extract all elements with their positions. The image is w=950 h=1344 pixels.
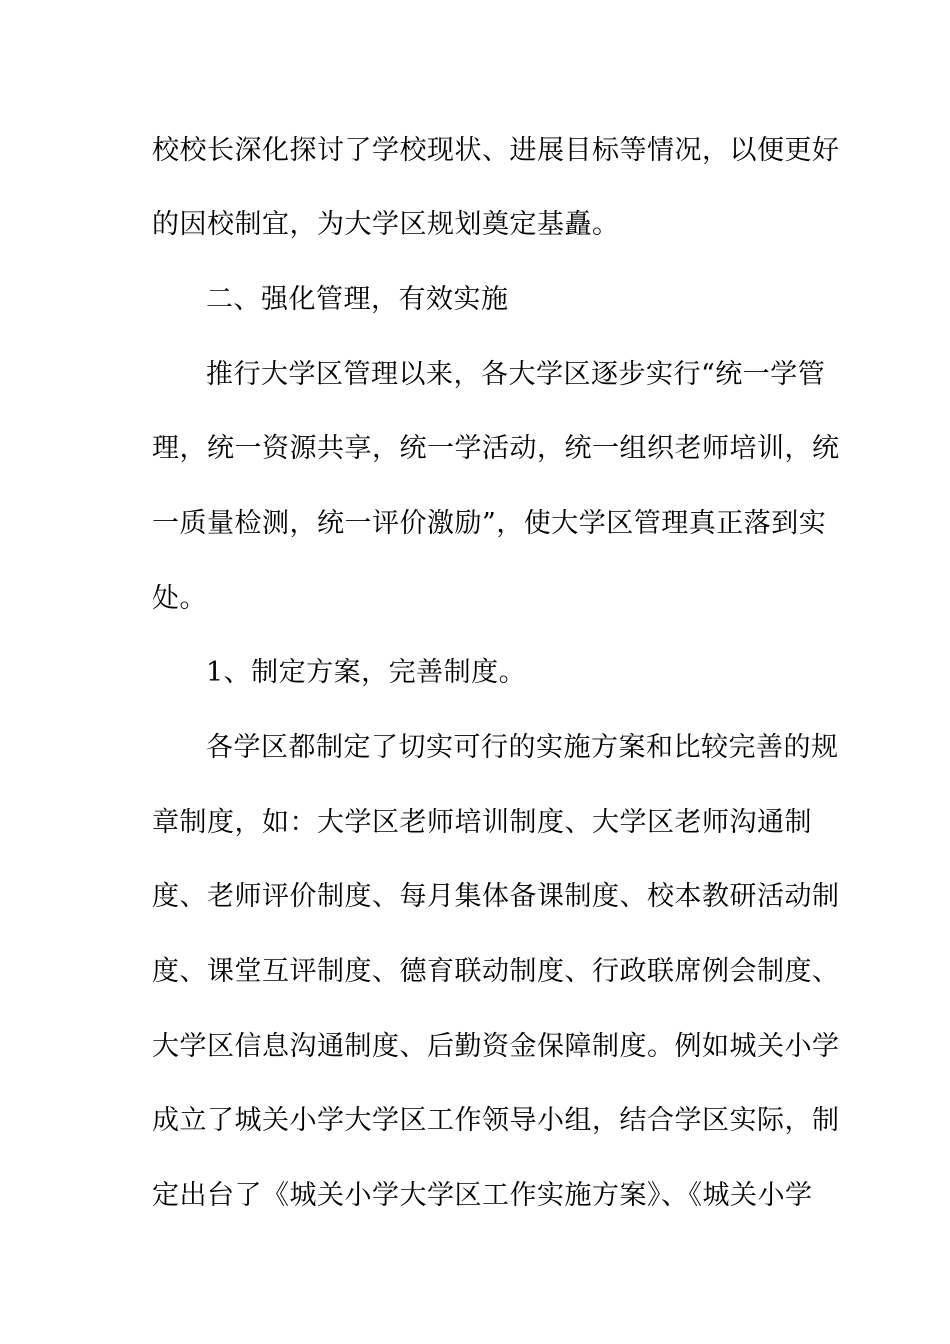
section-heading: 二、强化管理，有效实施 [206, 284, 509, 315]
body-text-line: 定出台了《城关小学大学区工作实施方案》、《城关小学 [152, 1180, 813, 1211]
body-text-line: 理，统一资源共享，统一学活动，统一组织老师培训，统 [152, 433, 840, 464]
body-text-line: 度、课堂互评制度、德育联动制度、行政联席例会制度、 [152, 956, 840, 987]
body-text-line: 推行大学区管理以来，各大学区逐步实行“统一学管 [206, 359, 826, 390]
body-text-line: 度、老师评价制度、每月集体备课制度、校本教研活动制 [152, 881, 840, 912]
body-text-line: 处。 [152, 583, 207, 614]
subsection-heading: 1、制定方案，完善制度。 [206, 657, 527, 688]
body-text-line: 章制度，如：大学区老师培训制度、大学区老师沟通制 [152, 807, 812, 838]
body-text-line: 各学区都制定了切实可行的实施方案和比较完善的规 [206, 732, 839, 763]
body-text-line: 一质量检测，统一评价激励”，使大学区管理真正落到实 [152, 508, 827, 539]
body-text-line: 成立了城关小学大学区工作领导小组，结合学区实际，制 [152, 1105, 840, 1136]
body-text-line: 校校长深化探讨了学校现状、进展目标等情况，以便更好 [152, 135, 840, 166]
body-text-line: 的因校制宜，为大学区规划奠定基矗。 [152, 209, 620, 240]
body-text-line: 大学区信息沟通制度、后勤资金保障制度。例如城关小学 [152, 1031, 840, 1062]
